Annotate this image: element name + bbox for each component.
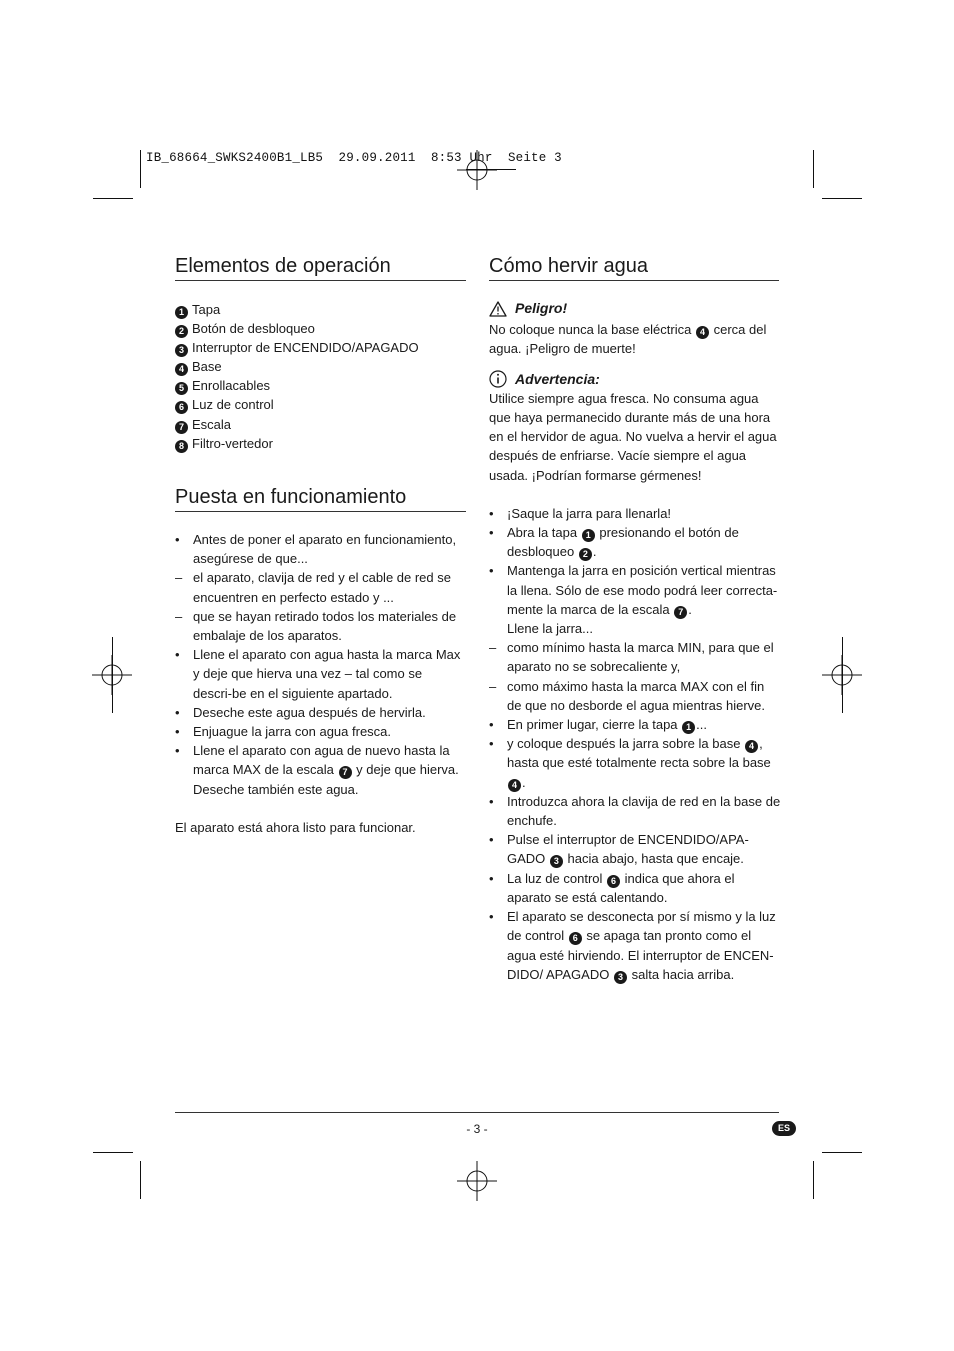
bullet: • [489,736,494,752]
list-item [175,319,419,338]
list-item [489,792,781,830]
warning-triangle-icon [489,301,507,317]
list-item [175,722,463,741]
list-item [175,645,463,703]
bullet: • [175,532,180,547]
bullet: • [175,704,180,720]
section-heading-hervir [489,255,779,281]
hervir-list [489,504,781,984]
text-run: cerca del agua. ¡Peligro de muerte! [489,322,767,357]
list-item-text: como máximo hasta la marca MAX con el fin de que no desborde el agua mientras hierve. [507,678,766,713]
number-badge: 4 [508,779,521,792]
list-item-text: salta hacia arriba. [631,966,735,982]
number-badge: 1 [175,306,188,319]
list-item [175,568,463,606]
list-item [489,638,781,676]
crop-mark [140,150,141,188]
list-item [489,523,781,561]
list-item [489,830,781,868]
list-item [175,703,463,722]
list-item [489,907,781,984]
list-item-text: . [592,544,597,560]
crop-mark [813,150,814,188]
registration-mark-icon [457,1161,497,1201]
heading-text: Elementos de operación [175,255,391,277]
crop-mark [822,198,862,199]
dash: – [175,608,183,624]
bullet: • [489,505,494,521]
list-item-text: El aparato se desconecta por sí mismo y la luz de control [507,909,776,944]
list-item-label: Tapa [192,302,221,317]
info-icon [489,370,507,388]
crop-mark [822,1152,862,1153]
print-header: IB_68664_SWKS2400B1_LB5 29.09.2011 8:53 Uhr Seite 3 [146,151,562,165]
list-item [175,395,419,414]
list-item-text: se apaga tan pronto como el agua esté hirviendo. El interruptor de ENCEN-DIDO/ APAGADO [507,928,774,982]
list-item [175,415,419,434]
number-badge: 6 [569,932,582,945]
list-item [175,376,419,395]
number-badge: 5 [175,382,188,395]
list-item-label: Enrollacables [192,378,271,394]
peligro-text [489,320,781,358]
list-item-text: Llene la jarra... [507,621,593,637]
list-item-label: Escala [192,416,232,432]
bullet: • [489,909,494,925]
peligro-header [489,299,781,318]
list-item-text: En primer lugar, cierre la tapa [507,717,678,733]
list-item-text: ¡Saque la jarra para llenarla! [507,505,672,521]
number-badge: 1 [582,529,595,542]
list-item-label: Filtro-vertedor [192,435,273,451]
ready-text: El aparato está ahora listo para funcionar. [175,819,416,835]
list-item-text: Mantenga la jarra en posición vertical mientras la llena. Sólo de ese modo podrá leer correcta-mente la marca de la escala [507,563,778,617]
list-item-text: Deseche este agua después de hervirla. [193,704,426,720]
list-item-text: ... [696,717,707,733]
list-item-text: Introduzca ahora la clavija de red en la base de enchufe. [507,793,781,829]
puesta-body [175,530,463,837]
advertencia-header [489,370,781,389]
list-item-text: . [688,601,692,617]
list-item-text: Pulse el interruptor de ENCENDIDO/APA-GADO [507,832,749,867]
number-badge: 3 [614,971,627,984]
list-item-text: Llene el aparato con agua de nuevo hasta la marca MAX de la escala [193,743,450,778]
list-item [175,741,463,799]
list-item [175,434,419,453]
list-item-text: indica que ahora el aparato se está calentando. [507,870,735,905]
list-item [175,357,419,376]
number-badge: 8 [175,440,188,453]
dash: – [175,570,183,586]
list-item [489,715,781,734]
number-badge: 4 [745,740,758,753]
bullet: • [489,870,494,886]
list-item-text: Enjuague la jarra con agua fresca. [193,724,392,740]
list-item-text: y coloque después la jarra sobre la base [507,736,741,752]
text-run: No coloque nunca la base eléctrica [489,322,692,338]
crop-mark [140,1161,141,1199]
list-item [489,869,781,907]
number-badge: 6 [175,401,188,414]
number-badge: 7 [339,766,352,779]
number-badge: 7 [674,606,687,619]
number-badge: 4 [175,363,188,376]
number-badge: 1 [682,721,695,734]
number-badge: 2 [175,325,188,338]
crop-mark [93,198,133,199]
bullet: • [175,724,180,740]
puesta-list [175,530,463,799]
page-number: - 3 - [466,1122,488,1136]
list-item-text: La luz de control [507,870,603,886]
language-badge: ES [772,1121,796,1136]
dash: – [489,640,497,656]
section-heading-puesta [175,486,466,512]
bullet: • [175,743,180,759]
elements-list [175,300,419,453]
list-item-text: que se hayan retirado todos los materiales de embalaje de los aparatos. [193,608,457,644]
number-badge: 6 [607,875,620,888]
list-item-text: , hasta que esté totalmente recta sobre la base [507,736,771,771]
list-item [489,561,781,638]
section-heading-elementos [175,255,466,281]
list-item [489,504,781,523]
bullet: • [489,832,494,848]
number-badge: 3 [550,855,563,868]
registration-line [112,637,113,713]
list-item [175,300,419,319]
list-item-text: hacia abajo, hasta que encaje. [567,851,744,867]
heading-text: Puesta en funcionamiento [175,486,407,508]
list-item [489,734,781,792]
list-item-text: y deje que hierva. Deseche también este agua. [193,762,459,797]
list-item [489,677,781,715]
advertencia-label: Advertencia: [515,370,600,387]
bullet: • [175,647,180,663]
crop-mark [93,1152,133,1153]
bullet: • [489,717,494,733]
list-item-text: Abra la tapa [507,525,578,541]
list-item-text: el aparato, clavija de red y el cable de red se encuentren en perfecto estado y ... [193,570,451,605]
number-badge: 7 [175,421,188,434]
registration-mark-icon [457,150,497,190]
number-badge: 3 [175,344,188,357]
list-item-text: como mínimo hasta la marca MIN, para que el aparato no se sobrecaliente y, [507,640,774,675]
hervir-body [489,299,781,984]
list-item-text: Llene el aparato con agua hasta la marca Max y deje que hierva una vez – tal como se descri-be en el siguiente apartado. [193,647,461,701]
list-item-label: Interruptor de ENCENDIDO/APAGADO [192,340,419,356]
list-item-label: Base [192,359,222,375]
list-item-text: . [522,774,526,790]
bullet: • [489,793,494,809]
advertencia-text: Utilice siempre agua fresca. No consuma agua que haya permanecido durante más de una hora en el hervidor de agua. No vuelva a hervir el agua después de enfriarse. Vacíe siempre el agua usada. ¡Podrían formarse gérmenes! [489,390,777,483]
heading-text: Cómo hervir agua [489,255,648,277]
dash: – [489,678,497,694]
peligro-label: Peligro! [515,300,568,316]
footer-rule [175,1112,779,1113]
list-item [175,607,463,645]
bullet: • [489,525,494,541]
list-item-text: Antes de poner el aparato en funcionamiento, asegúrese de que... [193,532,457,567]
number-badge: 2 [579,548,592,561]
bullet: • [489,563,494,579]
list-item-text: presionando el botón de desbloqueo [507,525,739,560]
crop-mark [813,1161,814,1199]
list-item-label: Botón de desbloqueo [192,321,315,337]
list-item-label: Luz de control [192,397,274,413]
registration-line [842,637,843,713]
number-badge: 4 [696,326,709,339]
list-item [175,530,463,568]
list-item [175,338,419,357]
